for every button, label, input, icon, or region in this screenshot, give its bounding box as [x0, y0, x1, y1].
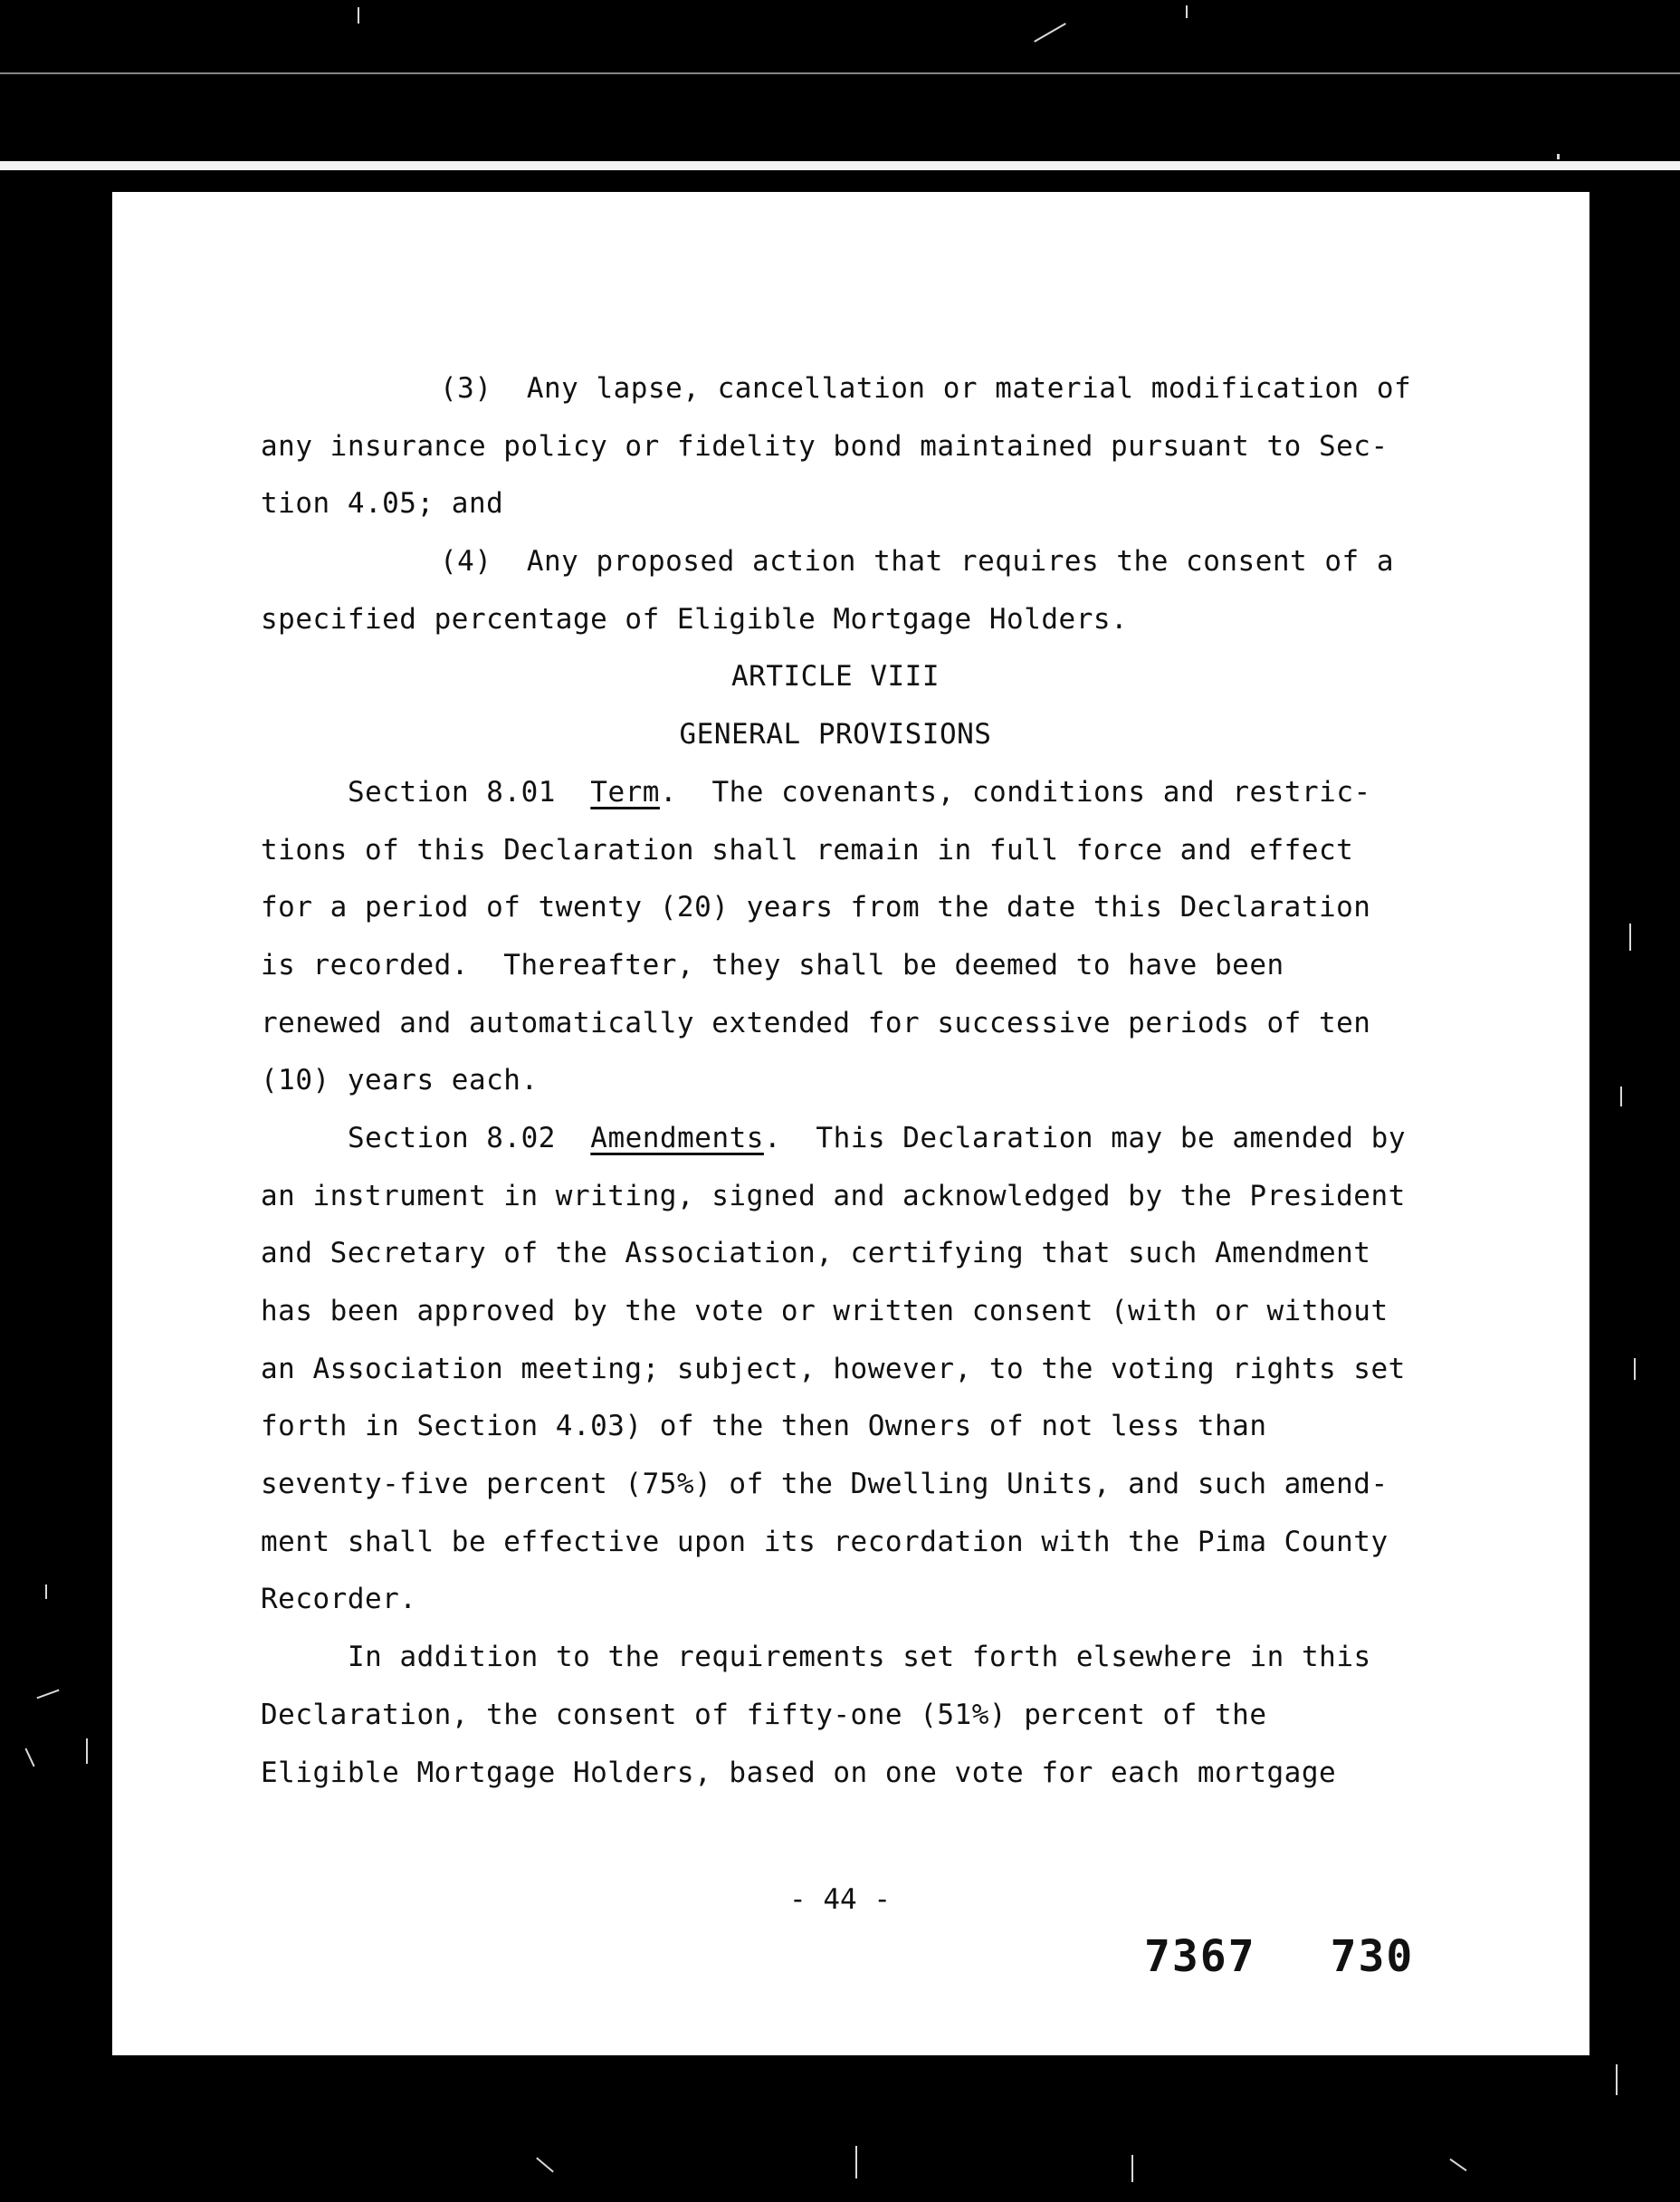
section-line: renewed and automatically extended for successive periods of ten: [261, 1006, 1371, 1039]
section-8-02-first-line: [261, 1110, 1437, 1168]
section-text: . The covenants, conditions and restric-: [659, 775, 1371, 809]
section-line: an instrument in writing, signed and acknowledged by the President: [261, 1179, 1406, 1212]
section-title: Term: [590, 775, 660, 809]
scan-speck: [358, 7, 359, 24]
section-title: Amendments: [590, 1121, 764, 1154]
section-line: is recorded. Thereafter, they shall be deemed to have been: [261, 948, 1284, 981]
docket-page: 730: [1330, 1931, 1415, 1982]
scan-speck: [36, 1690, 59, 1699]
paragraph-line: tion 4.05; and: [261, 487, 504, 521]
paragraph-line: (3) Any lapse, cancellation or material modification of: [440, 372, 1412, 405]
paragraph-line: (4) Any proposed action that requires the consent of a: [440, 545, 1394, 579]
scan-speck: [536, 2158, 554, 2173]
scan-speck: [45, 1584, 47, 1599]
scan-speck: [86, 1738, 88, 1764]
paragraph-line: any insurance policy or fidelity bond maintained pursuant to Sec-: [261, 429, 1389, 463]
scan-speck: [1186, 5, 1188, 18]
scan-speck: [1557, 154, 1560, 159]
scan-speck: [1616, 2064, 1618, 2095]
page-number: - 44 -: [789, 1883, 891, 1916]
scan-speck: [1449, 2159, 1466, 2171]
paragraph-line: specified percentage of Eligible Mortgage Holders.: [261, 602, 1129, 636]
section-label: Section 8.02: [348, 1121, 556, 1154]
section-line: and Secretary of the Association, certifying that such Amendment: [261, 1237, 1371, 1270]
docket-stamp: [1144, 1931, 1414, 1982]
section-line: (10) years each.: [261, 1064, 539, 1097]
section-8-01-first-line: [261, 764, 1437, 822]
section-line: for a period of twenty (20) years from the date this Declaration: [261, 891, 1371, 924]
closing-line: Eligible Mortgage Holders, based on one vote for each mortgage: [261, 1756, 1337, 1789]
section-line: forth in Section 4.03) of the then Owners of not less than: [261, 1410, 1267, 1443]
section-line: Recorder.: [261, 1583, 417, 1616]
scan-white-rule: [0, 161, 1680, 170]
scan-speck: [1629, 924, 1631, 951]
section-line: an Association meeting; subject, however, to the voting rights set: [261, 1352, 1406, 1385]
section-label: Section 8.01: [348, 775, 556, 809]
article-heading: ARTICLE VIII: [731, 660, 940, 694]
scan-speck: [855, 2146, 857, 2178]
section-line: tions of this Declaration shall remain in full force and effect: [261, 833, 1354, 866]
docket-number: 7367: [1144, 1931, 1256, 1982]
section-line: has been approved by the vote or written consent (with or without: [261, 1295, 1389, 1327]
closing-line: Declaration, the consent of fifty-one (51%) percent of the: [261, 1698, 1267, 1731]
section-text: . This Declaration may be amended by: [763, 1121, 1406, 1154]
scan-speck: [1634, 1358, 1636, 1380]
section-line: seventy-five percent (75%) of the Dwelling Units, and such amend-: [261, 1468, 1389, 1501]
scan-speck: [1620, 1087, 1622, 1106]
scan-top-border: [0, 0, 1680, 172]
document-body: [261, 360, 1437, 1802]
scan-speck: [1131, 2155, 1133, 2182]
article-title: GENERAL PROVISIONS: [679, 718, 992, 752]
scan-thin-rule: [0, 72, 1680, 74]
section-line: ment shall be effective upon its recordation with the Pima County: [261, 1525, 1389, 1558]
scan-speck: [24, 1748, 34, 1767]
closing-line: In addition to the requirements set forth elsewhere in this: [348, 1641, 1371, 1674]
